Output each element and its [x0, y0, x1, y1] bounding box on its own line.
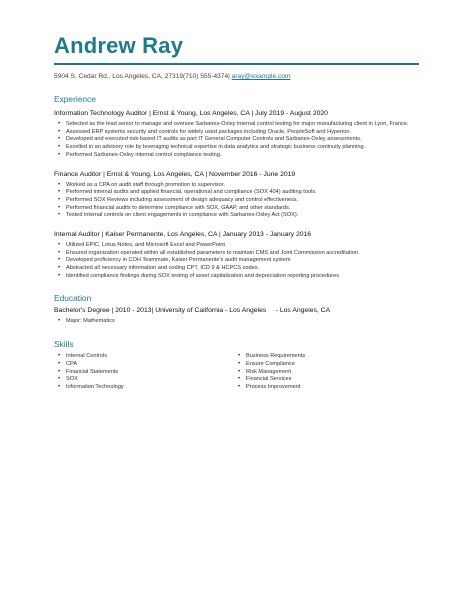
skill-item: • Business Requirements	[246, 353, 414, 361]
skill-item: • Risk Management	[246, 369, 414, 377]
job-bullet: • Performed Sarbanes-Oxley internal control compliance testing.	[66, 152, 420, 160]
skill-item: • Financial Statements	[66, 369, 234, 377]
skill-item: • CPA	[66, 361, 234, 369]
job-bullet: • Performed SOX Reviews including assessment of design adequacy and control effectiveness.	[66, 197, 420, 205]
education-location: - Los Angeles, CA	[275, 306, 331, 314]
job-bullets	[54, 121, 420, 160]
job-entry	[54, 171, 420, 221]
skill-item: • Ensure Compliance	[246, 361, 414, 369]
job-bullets	[54, 242, 420, 281]
contact-text: 5904 S. Cedar Rd., Los Angeles, CA, 27319(710) 555-4374|	[54, 73, 230, 80]
job-bullet: • Identified compliance findings during SOX testing of asset capitalization and depreciation reporting procedures	[66, 273, 420, 281]
skills-left-column	[54, 353, 234, 392]
education-detail-item: • Major: Mathematics	[66, 318, 420, 326]
job-title: Internal Auditor | Kaiser Permanente, Los Angeles, CA | January 2013 - January 2016	[54, 231, 312, 239]
job-bullet: • Tested internal controls on client engagements in compliance with Sarbanes-Oxley Act (SOX).	[66, 212, 420, 220]
email-link[interactable]: aray@example.com	[231, 73, 291, 80]
education-details	[54, 318, 420, 326]
experience-list	[54, 110, 420, 281]
experience-heading: Experience	[54, 94, 96, 104]
candidate-name: Andrew Ray	[54, 33, 184, 58]
university-name: University of California - Los Angeles	[155, 306, 267, 314]
skills-heading: Skills	[54, 339, 74, 350]
job-title: Information Technology Auditor | Ernst & Young, Los Angeles, CA | July 2019 - August 2020	[54, 110, 328, 117]
skills-right-column	[234, 353, 414, 392]
skill-item: • Internal Controls	[66, 353, 234, 361]
job-title: Finance Auditor | Ernst & Young, Los Angeles, CA | November 2016 - June 2019	[54, 170, 296, 178]
skill-item: • Process Improvement	[246, 384, 414, 392]
education-entry	[54, 307, 420, 314]
job-entry	[54, 110, 420, 160]
job-bullet: • Ensured organization operated within all established parameters to maintain CMS and Joint Commission accreditation.	[66, 250, 420, 258]
skill-item: • Financial Services	[246, 376, 414, 384]
job-bullet: • Abstracted all necessary information and coding CPT, ICD 9 & HCPCS codes.	[66, 265, 420, 273]
job-bullet: • Excelled in an advisory role by leveraging technical expertise in data analytics and strategic business continuity planning.	[66, 144, 420, 152]
job-bullet: • Performed financial audits to determine compliance with SOX, GAAP, and other standards.	[66, 205, 420, 213]
job-bullet: • Selected as the lead senior to manage and oversee Sarbanes-Oxley internal control testing for major manufacturing client in Lyon, France.	[66, 121, 420, 129]
job-bullet: • Performed internal audits and applied financial, operational and compliance (SOX 404) auditing tools.	[66, 189, 420, 197]
job-bullet: • Developed proficiency in COH Teammate, Kaiser Permanente's audit management system	[66, 257, 420, 265]
education-heading: Education	[54, 292, 92, 303]
skills-columns	[54, 353, 420, 392]
job-bullet: • Worked as a CPA on audit staff through promotion to supervisor.	[66, 182, 420, 190]
job-bullet: • Assessed ERP systems security and controls for widely used packages including Oracle, PeopleSoft and Hyperion.	[66, 129, 420, 137]
job-entry	[54, 231, 420, 281]
skill-item: • Information Technology	[66, 384, 234, 392]
skill-item: • SOX	[66, 376, 234, 384]
job-bullets	[54, 182, 420, 221]
contact-line	[54, 73, 420, 80]
header-rule	[54, 63, 419, 65]
job-bullet: • Utilized EPIC, Lotus Notes, and Microsoft Excel and PowerPoint.	[66, 242, 420, 250]
job-bullet: • Developed and executed risk-based IT audits as part IT General Computer Controls and Sarbanes-Oxley assessments.	[66, 136, 420, 144]
degree-line: Bachelor's Degree | 2010 - 2013|	[54, 306, 154, 314]
